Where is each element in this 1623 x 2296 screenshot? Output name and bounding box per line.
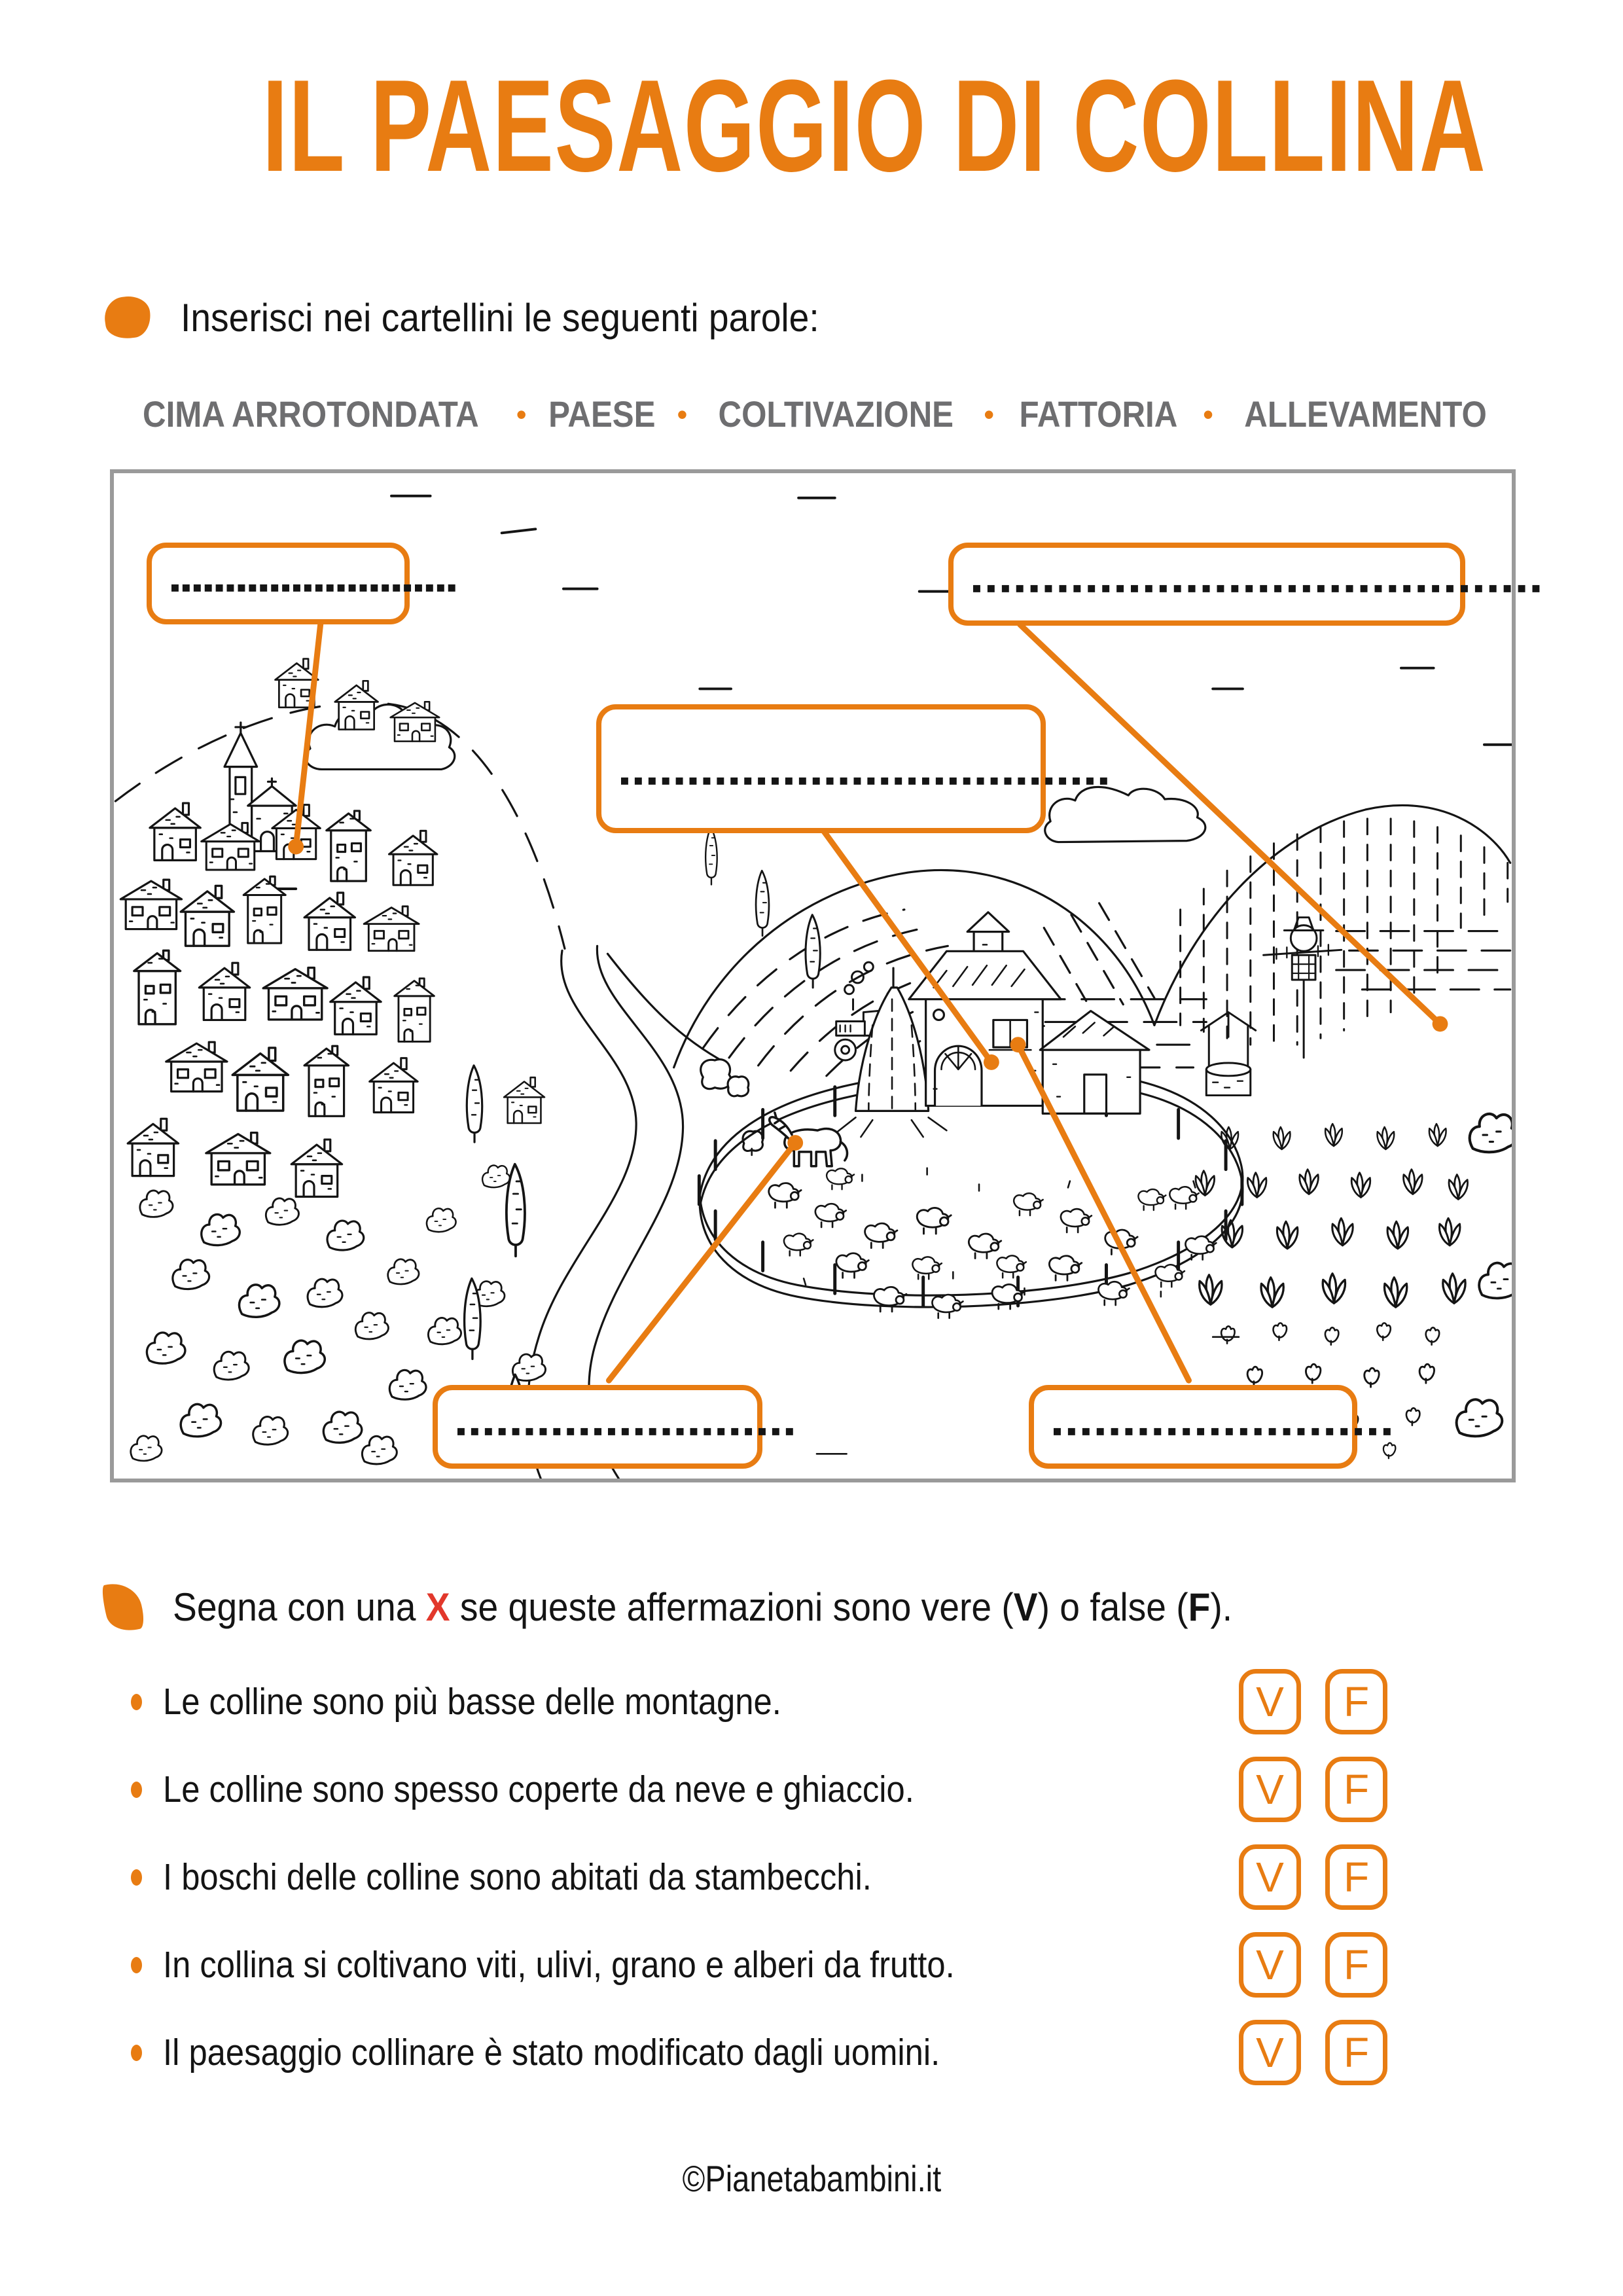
bullet-icon bbox=[131, 2045, 142, 2061]
bullet-icon bbox=[131, 1782, 142, 1798]
copyright-footer: ©Pianetabambini.it bbox=[682, 2158, 941, 2199]
exercise1-instruction: Inserisci nei cartellini le seguenti parole: bbox=[181, 295, 819, 340]
bullet-icon: • bbox=[1203, 397, 1214, 431]
statement-text: Le colline sono più basse delle montagne. bbox=[163, 1681, 781, 1723]
statement-row-4 bbox=[131, 1932, 1518, 1998]
true-checkbox-4[interactable]: V bbox=[1239, 1932, 1301, 1998]
page-title: IL PAESAGGIO DI COLLINA bbox=[262, 53, 1487, 199]
statement-text: I boschi delle colline sono abitati da stambecchi. bbox=[163, 1856, 872, 1898]
cypress-trees bbox=[705, 827, 820, 988]
orange-blob-icon bbox=[102, 293, 153, 341]
statement-row-1 bbox=[131, 1669, 1518, 1734]
bullet-icon bbox=[131, 1957, 142, 1973]
label-box-3[interactable]: ▪▪▪▪▪▪▪▪▪▪▪▪▪▪▪▪▪▪▪▪▪▪▪▪▪▪▪▪▪▪▪▪▪▪▪▪ bbox=[596, 704, 1046, 833]
bullet-icon bbox=[131, 1694, 142, 1710]
label-box-4[interactable]: ▪▪▪▪▪▪▪▪▪▪▪▪▪▪▪▪▪▪▪▪▪▪▪▪▪ bbox=[433, 1385, 762, 1469]
right-bushes bbox=[1457, 1114, 1512, 1436]
true-checkbox-1[interactable]: V bbox=[1239, 1669, 1301, 1734]
word-allevamento: ALLEVAMENTO bbox=[1244, 393, 1487, 435]
barn bbox=[1040, 1011, 1149, 1114]
rounded-summit-hill bbox=[1154, 805, 1510, 1048]
statement-text: Le colline sono spesso coperte da neve e ghiaccio. bbox=[163, 1768, 914, 1810]
bullet-icon: • bbox=[984, 397, 995, 431]
word-paese: PAESE bbox=[548, 393, 656, 435]
true-checkbox-2[interactable]: V bbox=[1239, 1757, 1301, 1822]
well bbox=[1201, 1013, 1255, 1096]
label-box-5[interactable]: ▪▪▪▪▪▪▪▪▪▪▪▪▪▪▪▪▪▪▪▪▪▪▪▪ bbox=[1029, 1385, 1357, 1469]
exercise2-instruction: Segna con una X se queste affermazioni sono vere (V) o false (F). bbox=[173, 1585, 1233, 1629]
label-box-2[interactable]: ▪▪▪▪▪▪▪▪▪▪▪▪▪▪▪▪▪▪▪▪▪▪▪▪▪▪▪▪▪▪▪▪▪▪▪▪▪▪▪▪ bbox=[948, 543, 1465, 626]
orange-flame-icon bbox=[99, 1577, 147, 1636]
illustration-frame bbox=[110, 469, 1546, 1482]
statement-row-5 bbox=[131, 2020, 1518, 2085]
statement-row-3 bbox=[131, 1844, 1518, 1910]
sheep-flock bbox=[769, 1168, 1217, 1318]
exercise2-instruction-row bbox=[105, 1577, 1325, 1636]
statement-text: In collina si coltivano viti, ulivi, grano e alberi da frutto. bbox=[163, 1944, 955, 1986]
label-box-1[interactable]: ▪▪▪▪▪▪▪▪▪▪▪▪▪▪▪▪▪▪▪▪▪▪▪▪▪▪ bbox=[147, 543, 410, 624]
exercise1-instruction-row bbox=[105, 288, 875, 347]
false-checkbox-3[interactable]: F bbox=[1325, 1844, 1387, 1910]
farmhouse bbox=[909, 951, 1149, 1113]
hillside-line bbox=[607, 954, 726, 1063]
true-checkbox-5[interactable]: V bbox=[1239, 2020, 1301, 2085]
word-fattoria: FATTORIA bbox=[1019, 393, 1178, 435]
word-bank bbox=[0, 393, 1623, 435]
false-checkbox-2[interactable]: F bbox=[1325, 1757, 1387, 1822]
statement-text: Il paesaggio collinare è stato modificato dagli uomini. bbox=[163, 2032, 940, 2073]
scarecrow bbox=[1264, 918, 1342, 1058]
bullet-icon bbox=[131, 1869, 142, 1886]
bullet-icon: • bbox=[516, 397, 527, 431]
false-checkbox-4[interactable]: F bbox=[1325, 1932, 1387, 1998]
word-cima-arrotondata: CIMA ARROTONDATA bbox=[142, 393, 479, 435]
false-checkbox-1[interactable]: F bbox=[1325, 1669, 1387, 1734]
false-checkbox-5[interactable]: F bbox=[1325, 2020, 1387, 2085]
red-x: X bbox=[425, 1585, 450, 1629]
bullet-icon: • bbox=[677, 397, 688, 431]
true-checkbox-3[interactable]: V bbox=[1239, 1844, 1301, 1910]
word-coltivazione: COLTIVAZIONE bbox=[718, 393, 954, 435]
statement-row-2 bbox=[131, 1757, 1518, 1822]
